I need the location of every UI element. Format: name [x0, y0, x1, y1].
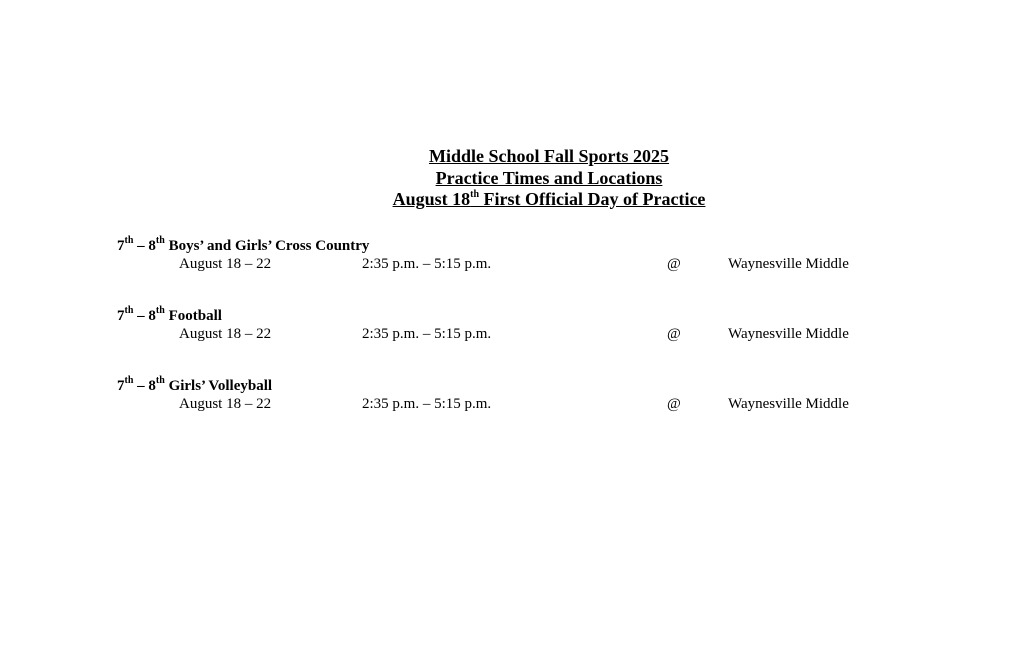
- practice-location: Waynesville Middle: [728, 396, 849, 412]
- header-first-day: [74, 189, 1024, 211]
- header-first-day-date: August 18: [392, 189, 471, 209]
- practice-dates: August 18 – 22: [179, 396, 272, 412]
- sport-section-volleyball: [117, 377, 897, 413]
- practice-row: [117, 255, 897, 273]
- grade-end: 8: [148, 238, 156, 254]
- grade-end: 8: [148, 308, 156, 324]
- sport-title: [117, 237, 897, 255]
- grade-end: 8: [148, 378, 156, 394]
- practice-row: [117, 325, 897, 343]
- grade-dash: –: [133, 238, 149, 254]
- practice-dates: August 18 – 22: [179, 256, 272, 272]
- sport-name: Girls’ Volleyball: [164, 378, 273, 394]
- sport-name: Football: [164, 308, 222, 324]
- practice-time: 2:35 p.m. – 5:15 p.m.: [362, 396, 492, 412]
- grade-end-suffix: th: [155, 305, 165, 316]
- at-symbol: @: [667, 396, 681, 412]
- grade-dash: –: [133, 308, 149, 324]
- grade-end-suffix: th: [155, 375, 165, 386]
- header-first-day-text: First Official Day of Practice: [479, 189, 706, 209]
- header-first-day-suffix: th: [470, 189, 480, 200]
- grade-end-suffix: th: [155, 235, 165, 246]
- header-subtitle: Practice Times and Locations: [435, 167, 663, 188]
- grade-start: 7: [117, 238, 125, 254]
- at-symbol: @: [667, 326, 681, 342]
- grade-start: 7: [117, 308, 125, 324]
- at-symbol: @: [667, 256, 681, 272]
- grade-start-suffix: th: [124, 305, 134, 316]
- sport-section-football: [117, 307, 897, 343]
- sport-title: [117, 377, 897, 395]
- sport-name: Boys’ and Girls’ Cross Country: [164, 238, 370, 254]
- practice-time: 2:35 p.m. – 5:15 p.m.: [362, 326, 492, 342]
- grade-start-suffix: th: [124, 375, 134, 386]
- practice-time: 2:35 p.m. – 5:15 p.m.: [362, 256, 492, 272]
- grade-start: 7: [117, 378, 125, 394]
- practice-dates: August 18 – 22: [179, 326, 272, 342]
- header-title: Middle School Fall Sports 2025: [428, 146, 670, 166]
- practice-location: Waynesville Middle: [728, 256, 849, 272]
- sport-section-cross-country: [117, 237, 897, 273]
- practice-row: [117, 395, 897, 413]
- grade-start-suffix: th: [124, 235, 134, 246]
- document-header: [0, 146, 1024, 211]
- practice-location: Waynesville Middle: [728, 326, 849, 342]
- sport-title: [117, 307, 897, 325]
- grade-dash: –: [133, 378, 149, 394]
